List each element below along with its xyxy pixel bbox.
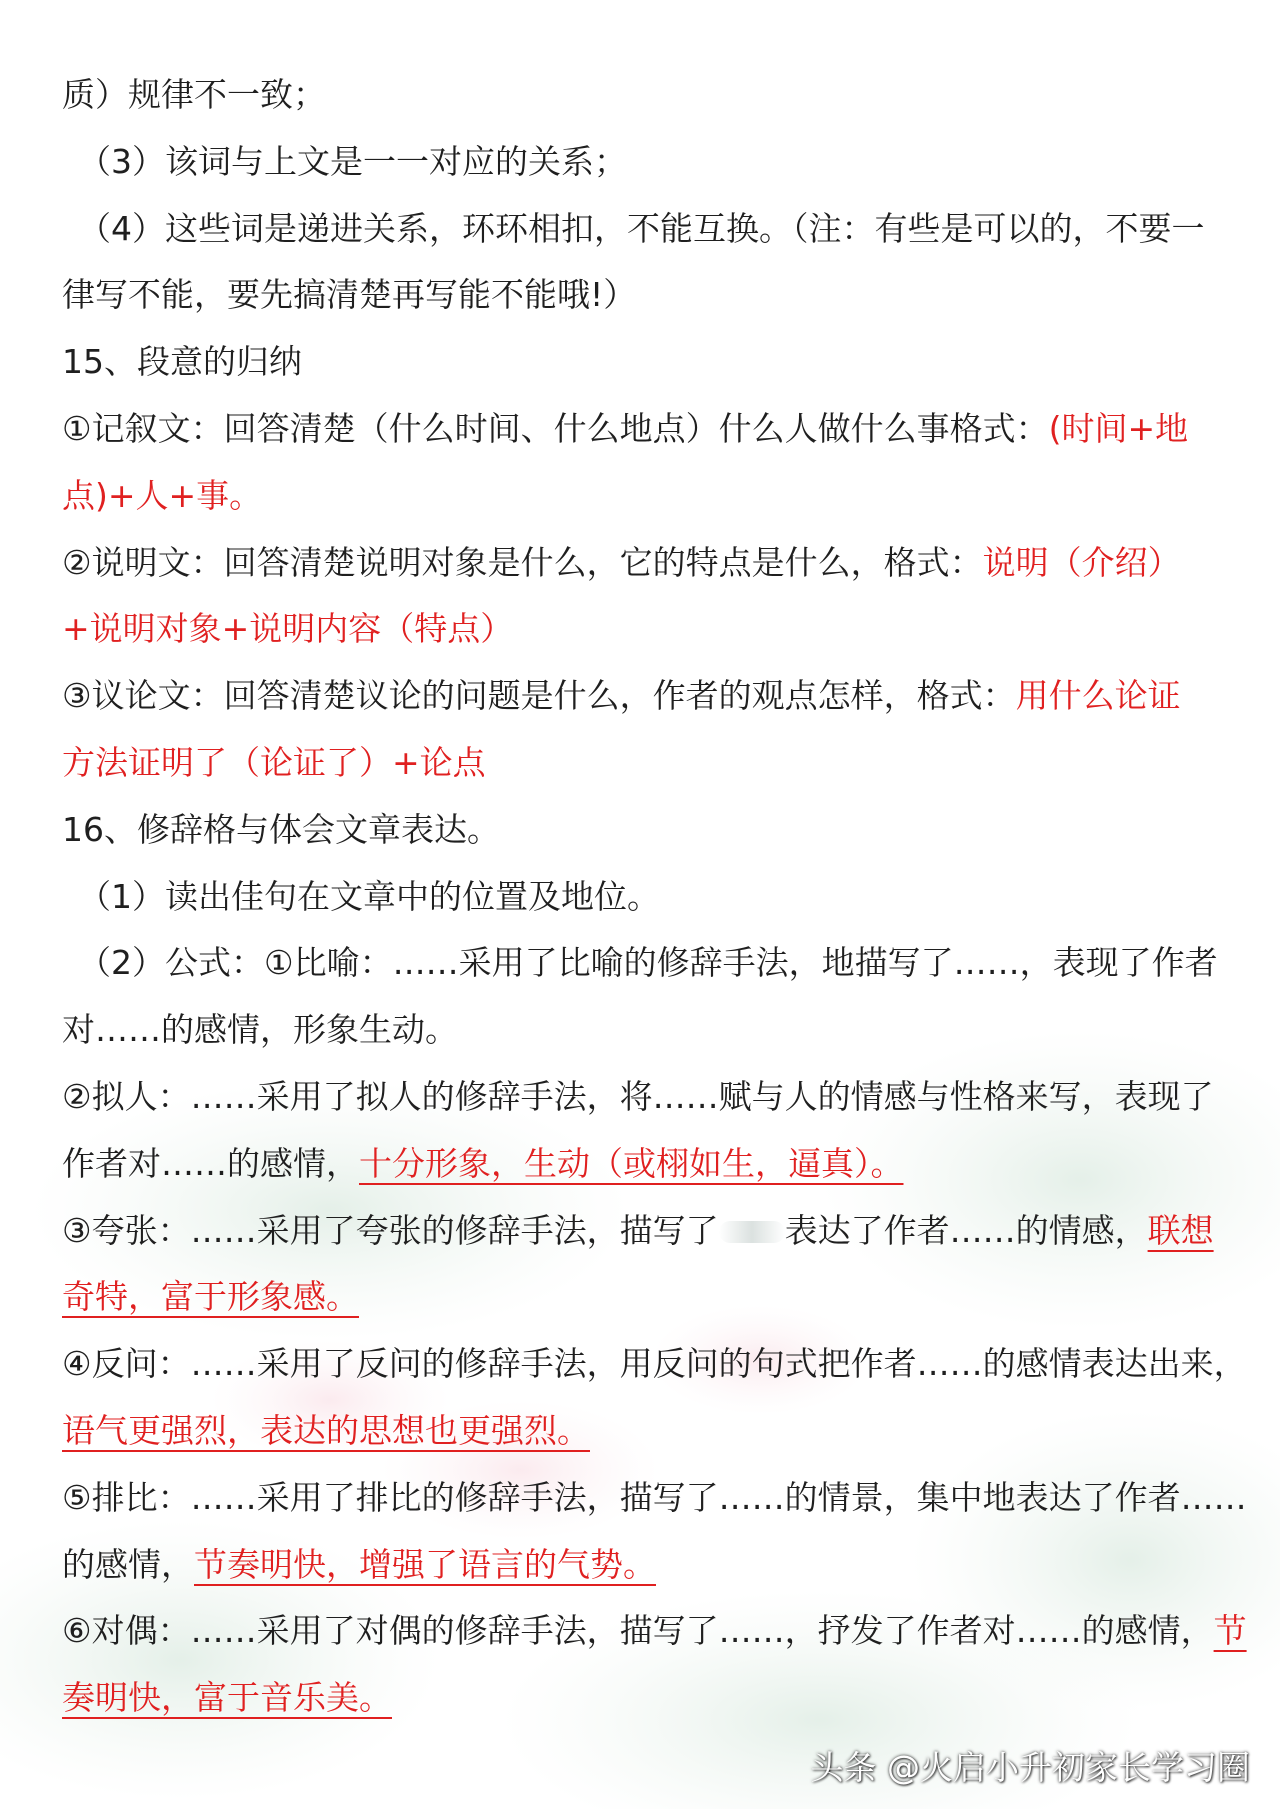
highlight-text: 方法证明了（论证了）+论点 <box>62 742 486 782</box>
text-line <box>62 730 1222 797</box>
text-line: （2）公式：①比喻：……采用了比喻的修辞手法，地描写了……，表现了作者 <box>78 943 1218 983</box>
text-line: ⑥对偶：……采用了对偶的修辞手法，描写了……，抒发了作者对……的感情，节 <box>62 1611 1247 1651</box>
text-line <box>62 596 1222 663</box>
text-line: ④反问：……采用了反问的修辞手法，用反问的句式把作者……的感情表达出来， <box>62 1344 1247 1384</box>
highlight-text: +说明对象+说明内容（特点） <box>62 609 514 649</box>
underlined-highlight: 节奏明快，增强了语言的气势。 <box>194 1544 656 1584</box>
document-content <box>62 62 1247 1732</box>
text-line: 的感情，节奏明快，增强了语言的气势。 <box>62 1544 656 1584</box>
section-heading-15: 15、段意的归纳 <box>62 342 302 382</box>
text-line: （1）读出佳句在文章中的位置及地位。 <box>78 876 660 916</box>
highlight-text: 用什么论证 <box>1015 676 1181 716</box>
underlined-highlight: 语气更强烈，表达的思想也更强烈。 <box>62 1410 590 1450</box>
text-line: （4）这些词是递进关系，环环相扣，不能互换。（注：有些是可以的，不要一 <box>78 208 1205 248</box>
highlight-text: 点)+人+事。 <box>62 475 263 515</box>
section-heading-16: 16、修辞格与体会文章表达。 <box>62 809 500 849</box>
text-line: （3）该词与上文是一一对应的关系； <box>78 141 627 181</box>
source-watermark: 头条 @火启小升初家长学习圈 <box>810 1748 1250 1787</box>
underlined-highlight: 奏明快，富于音乐美。 <box>62 1678 392 1718</box>
blurred-smudge <box>719 1221 785 1243</box>
text-line: ⑤排比：……采用了排比的修辞手法，描写了……的情景，集中地表达了作者…… <box>62 1477 1247 1517</box>
text-line: 质）规律不一致； <box>62 75 326 114</box>
underlined-highlight: 联想 <box>1147 1210 1214 1250</box>
text-line: ③议论文：回答清楚议论的问题是什么，作者的观点怎样，格式：用什么论证 <box>62 676 1181 716</box>
text-line: ②拟人：……采用了拟人的修辞手法，将……赋与人的情感与性格来写，表现了 <box>62 1076 1214 1116</box>
text-line <box>62 463 1222 530</box>
text-line: 律写不能，要先搞清楚再写能不能哦!） <box>62 275 637 315</box>
text-line <box>62 1665 1222 1732</box>
underlined-highlight: 奇特，富于形象感。 <box>62 1277 359 1317</box>
text-line: 对……的感情，形象生动。 <box>62 1010 458 1050</box>
underlined-highlight: 节 <box>1213 1611 1247 1651</box>
highlight-text: 说明（介绍） <box>982 542 1181 582</box>
text-line: 作者对……的感情，十分形象，生动（或栩如生，逼真）。 <box>62 1143 904 1183</box>
text-line: ③夸张：……采用了夸张的修辞手法，描写了 表达了作者……的情感，联想 <box>62 1210 1214 1250</box>
text-line <box>62 1264 1222 1331</box>
underlined-highlight: 十分形象，生动（或栩如生，逼真）。 <box>359 1143 904 1183</box>
text-line <box>62 1398 1222 1465</box>
highlight-text: (时间+地 <box>1048 408 1189 448</box>
text-line: ①记叙文：回答清楚（什么时间、什么地点）什么人做什么事格式：(时间+地 <box>62 408 1189 448</box>
text-line: ②说明文：回答清楚说明对象是什么，它的特点是什么，格式：说明（介绍） <box>62 542 1181 582</box>
